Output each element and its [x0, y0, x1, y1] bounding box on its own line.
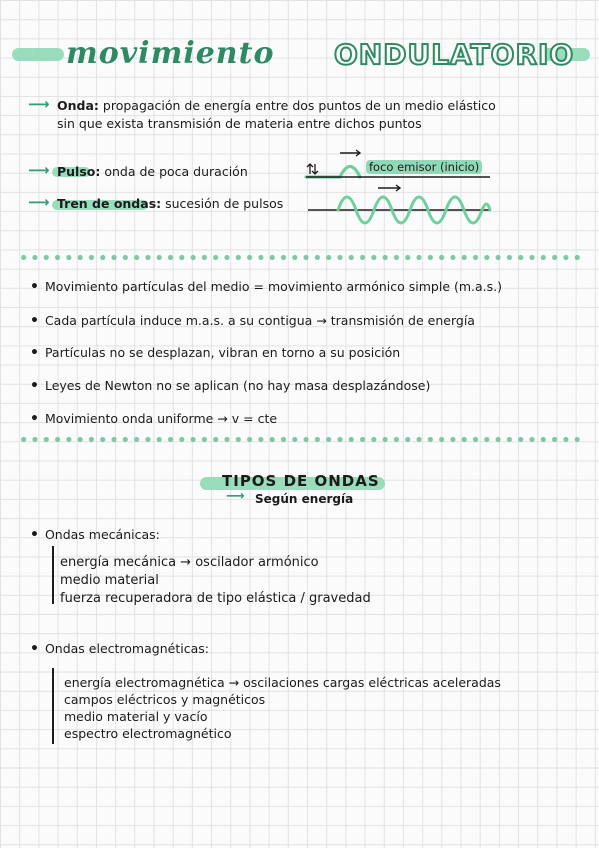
property-item-2: • Cada partícula induce m.a.s. a su contigua → transmisión de energía	[30, 313, 475, 329]
property-item-5: • Movimiento onda uniforme → v = cte	[30, 411, 278, 427]
electromagneticas-bracket	[52, 668, 54, 744]
mecanicas-line-1: energía mecánica → oscilador armónico	[60, 555, 319, 570]
title-highlight-left	[12, 48, 64, 61]
property-item-4: • Leyes de Newton no se aplican (no hay masa desplazándose)	[30, 378, 431, 394]
electromagneticas-line-4: espectro electromagnético	[64, 726, 232, 741]
arrow-types-subtitle: ⟶	[226, 489, 245, 504]
mecanicas-line-3: fuerza recuperadora de tipo elástica / gravedad	[60, 591, 371, 606]
arrow-onda: ⟶	[28, 95, 50, 113]
mecanicas-line-2: medio material	[60, 573, 159, 588]
pulso-term: Pulso:	[57, 164, 101, 179]
onda-line-2: sin que exista transmisión de materia entre dichos puntos	[57, 116, 422, 131]
dotted-separator-1	[18, 253, 583, 262]
vertical-arrows-icon	[307, 164, 318, 174]
title-caps: ONDULATORIO	[334, 38, 575, 71]
dotted-separator-2	[18, 435, 583, 444]
pulse-arrow	[340, 150, 360, 156]
diagram-label: foco emisor (inicio)	[366, 160, 482, 174]
onda-term: Onda:	[57, 98, 99, 113]
onda-definition: propagación de energía entre dos puntos de un medio elástico	[102, 98, 496, 113]
tren-line	[57, 196, 283, 211]
electromagneticas-line-3: medio material y vacío	[64, 709, 208, 724]
mecanicas-label-row: • Ondas mecánicas:	[30, 527, 160, 543]
onda-line-1	[57, 98, 496, 113]
tren-definition: sucesión de pulsos	[165, 196, 284, 211]
property-item-1: • Movimiento partículas del medio = movimiento armónico simple (m.a.s.)	[30, 279, 503, 295]
arrow-tren: ⟶	[28, 193, 50, 211]
pulso-line	[57, 164, 248, 179]
electromagneticas-line-1: energía electromagnética → oscilaciones cargas eléctricas aceleradas	[64, 675, 501, 690]
pulso-definition: onda de poca duración	[104, 164, 248, 179]
property-item-3: • Partículas no se desplazan, vibran en torno a su posición	[30, 345, 401, 361]
tren-term: Tren de ondas:	[57, 196, 162, 211]
types-subtitle: Según energía	[255, 492, 354, 506]
train-arrow	[378, 185, 400, 191]
electromagneticas-label-row: • Ondas electromagnéticas:	[30, 641, 209, 657]
title-script: movimiento	[66, 36, 275, 71]
pulse-shape	[306, 167, 360, 178]
electromagneticas-line-2: campos eléctricos y magnéticos	[64, 692, 266, 707]
mecanicas-bracket	[52, 546, 54, 604]
types-title: TIPOS DE ONDAS	[222, 472, 380, 490]
wave-diagram	[300, 140, 500, 230]
arrow-pulso: ⟶	[28, 161, 50, 179]
